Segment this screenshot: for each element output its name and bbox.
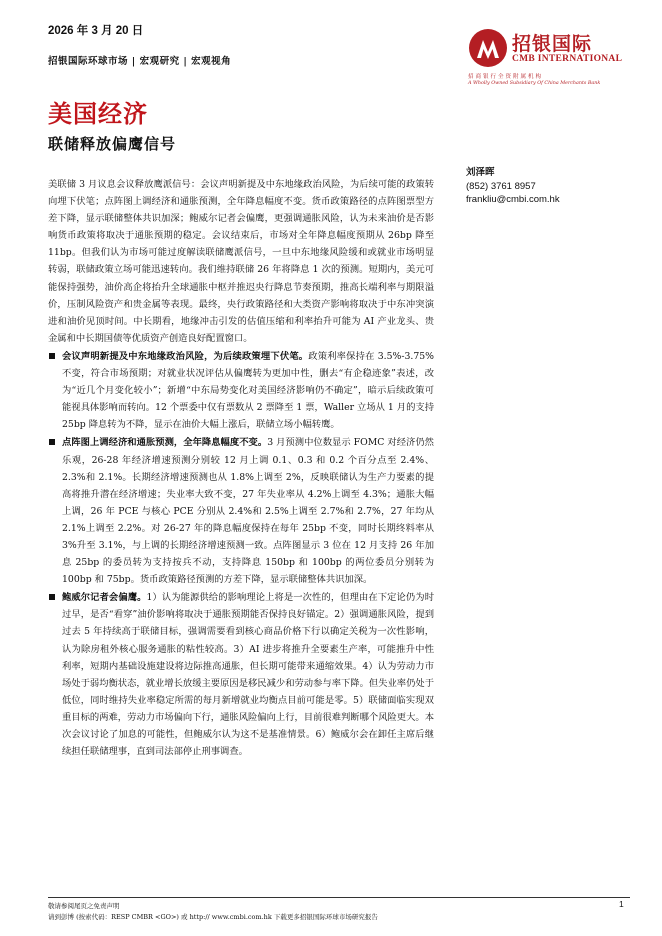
footer-contact: 请到彭博 (按索代码：RESP CMBR <GO>) 或 http:// www.cmbi.com.hk 下载更多招银国际环球市场研究报告 (48, 913, 378, 921)
bullet-square-icon (49, 594, 55, 600)
analyst-name: 刘泽晖 (466, 167, 495, 178)
bullet-heading: 点阵图上调经济和通胀预测，全年降息幅度不变。 (62, 437, 268, 449)
bullet-body: 政策利率保持在 3.5%-3.75% 不变，符合市场预期；对就业状况评估从偏鹰转为更加中性，删去“有企稳迹象”表述，改为“近几个月变化较小”；新增“中东局势变化对美国经济影响仍不确定”，暗示后续政策可能视具体影响而转向。12 个票委中仅有票数从 2 票降至 1 票，Waller 立场从 1 月的支持 25bp 降息转为不降，显示在油价大幅上涨后，联储立场小幅转鹰。 (62, 350, 434, 431)
analyst-phone: (852) 3761 8957 (466, 180, 536, 192)
bullet-item-statement (48, 348, 434, 433)
breadcrumb: 招银国际环球市场 | 宏观研究 | 宏观视角 (48, 56, 232, 67)
report-subtitle: 联储释放偏鹰信号 (48, 135, 177, 153)
cmbi-logo-icon (468, 28, 508, 68)
footer-disclaimer: 敬请参阅尾页之免责声明 (48, 902, 120, 910)
bullet-heading: 会议声明新提及中东地缘政治风险，为后续政策埋下伏笔。 (62, 350, 309, 362)
bullet-item-press-conference (48, 589, 434, 760)
report-date: 2026 年 3 月 20 日 (48, 25, 144, 37)
analyst-info (466, 166, 560, 207)
bullet-square-icon (49, 439, 55, 445)
analyst-email[interactable]: frankliu@cmbi.com.hk (466, 194, 560, 205)
logo-name-en: CMB INTERNATIONAL (512, 54, 623, 64)
bullet-body: 1）认为能源供给的影响理论上将是一次性的，但理由在下定论仍为时过早，是否“看穿”油价影响将取决于通胀预期能否保持良好锚定。2）强调通胀风险，提到过去 5 年持续高于联储目标，强调需要看到核心商品价格下行以确定关税为一次性影响，认为除房租外核心服务通胀的粘性较高。3）AI 进步将推升全要素生产率，可能推升中性利率，短期内基础设施建设将边际推高通胀，但长期可能带来通缩效果。4）认为劳动力市场处于弱均衡状态，就业增长放缓主要原因是移民减少和劳动参与率下降。但失业率仍处于低位，同时维持失业率稳定所需的每月新增就业均衡点目前可能是零。5）联储面临实现双重目标的两难，劳动力市场偏向下行，通胀风险偏向上行，目前很难判断哪个风险更大。本次会议讨论了加息的可能性，但鲍威尔认为这不是基准情景。6）鲍威尔会在卸任主席后继续担任联储理事，直到司法部停止刑事调查。 (62, 592, 434, 758)
bullet-heading: 鲍威尔记者会偏鹰。 (62, 592, 147, 604)
footer-divider (48, 897, 630, 898)
report-title: 美国经济 (48, 99, 148, 128)
bullet-item-dot-plot (48, 434, 434, 588)
bullet-body: 3 月预测中位数显示 FOMC 对经济仍然乐观，26-28 年经济增速预测分别较 12 月上调 0.1、0.3 和 0.2 个百分点至 2.4%、2.3%和 2.1%。长期经济增速预测也从 1.8%上调至 2%，反映联储认为生产力要素的提高将推升潜在经济增速；失业率大致不变，27 年失业率从 4.2%上调至 4.3%；通胀大幅上调，26 年 PCE 与核心 PCE 分别从 2.4%和 2.5%上调至 2.7%和 2.7%，27 年均从 2.1%上调至 2.2%。对 26-27 年的降息幅度保持在每年 25bp 不变，同时长期终料率从 3%升至 3.1%，与上调的长期经济增速预测一致。点阵图显示 3 位在 12 月支持 26 年加息 25bp 的委员转为支持按兵不动，支持降息 150bp 和 100bp 的两位委员分别转为 100bp 和 75bp。货币政策路径预测的方差下降，显示联储整体共识加深。 (62, 437, 434, 586)
cmbi-logo (468, 28, 628, 90)
page-number: 1 (619, 899, 624, 909)
bullet-square-icon (49, 353, 55, 359)
logo-tagline-en: A Wholly Owned Subsidiary Of China Merchants Bank (468, 81, 601, 86)
logo-tagline-cn: 招商银行全资附属机构 (468, 74, 544, 80)
summary-paragraph: 美联储 3 月议息会议释放鹰派信号：会议声明新提及中东地缘政治风险，为后续可能的政策转向埋下伏笔；点阵图上调经济和通胀预测，全年降息幅度不变。货币政策路径的点阵图票型方差下降，显示联储整体共识加深；鲍威尔记者会偏鹰，更强调通胀风险，认为未来油价是否影响货币政策将取决于通胀预期的稳定。会议结束后，市场对全年降息幅度预期从 26bp 降至 11bp。但我们认为市场可能过度解读联储鹰派信号，一旦中东地缘风险缓和或就业市场明显转弱，联储政策立场可能迅速转向。我们维持联储 26 年将降息 1 次的预测。短期内，美元可能保持强势，油价高企将抬升全球通胀中枢并推迟央行降息节奏预期，推高长端利率与期限溢价，压制风险资产和贵金属等表现。最终，央行政策路径和大类资产影响将取决于中东冲突演进和油价见顶时间。中长期看，地缘冲击引发的估值压缩和利率抬升可能为 AI 产业龙头、贵金属和中长期国债等优质资产创造良好配置窗口。 (48, 179, 434, 344)
report-body (48, 176, 434, 760)
logo-name-cn: 招银国际 (512, 33, 593, 55)
